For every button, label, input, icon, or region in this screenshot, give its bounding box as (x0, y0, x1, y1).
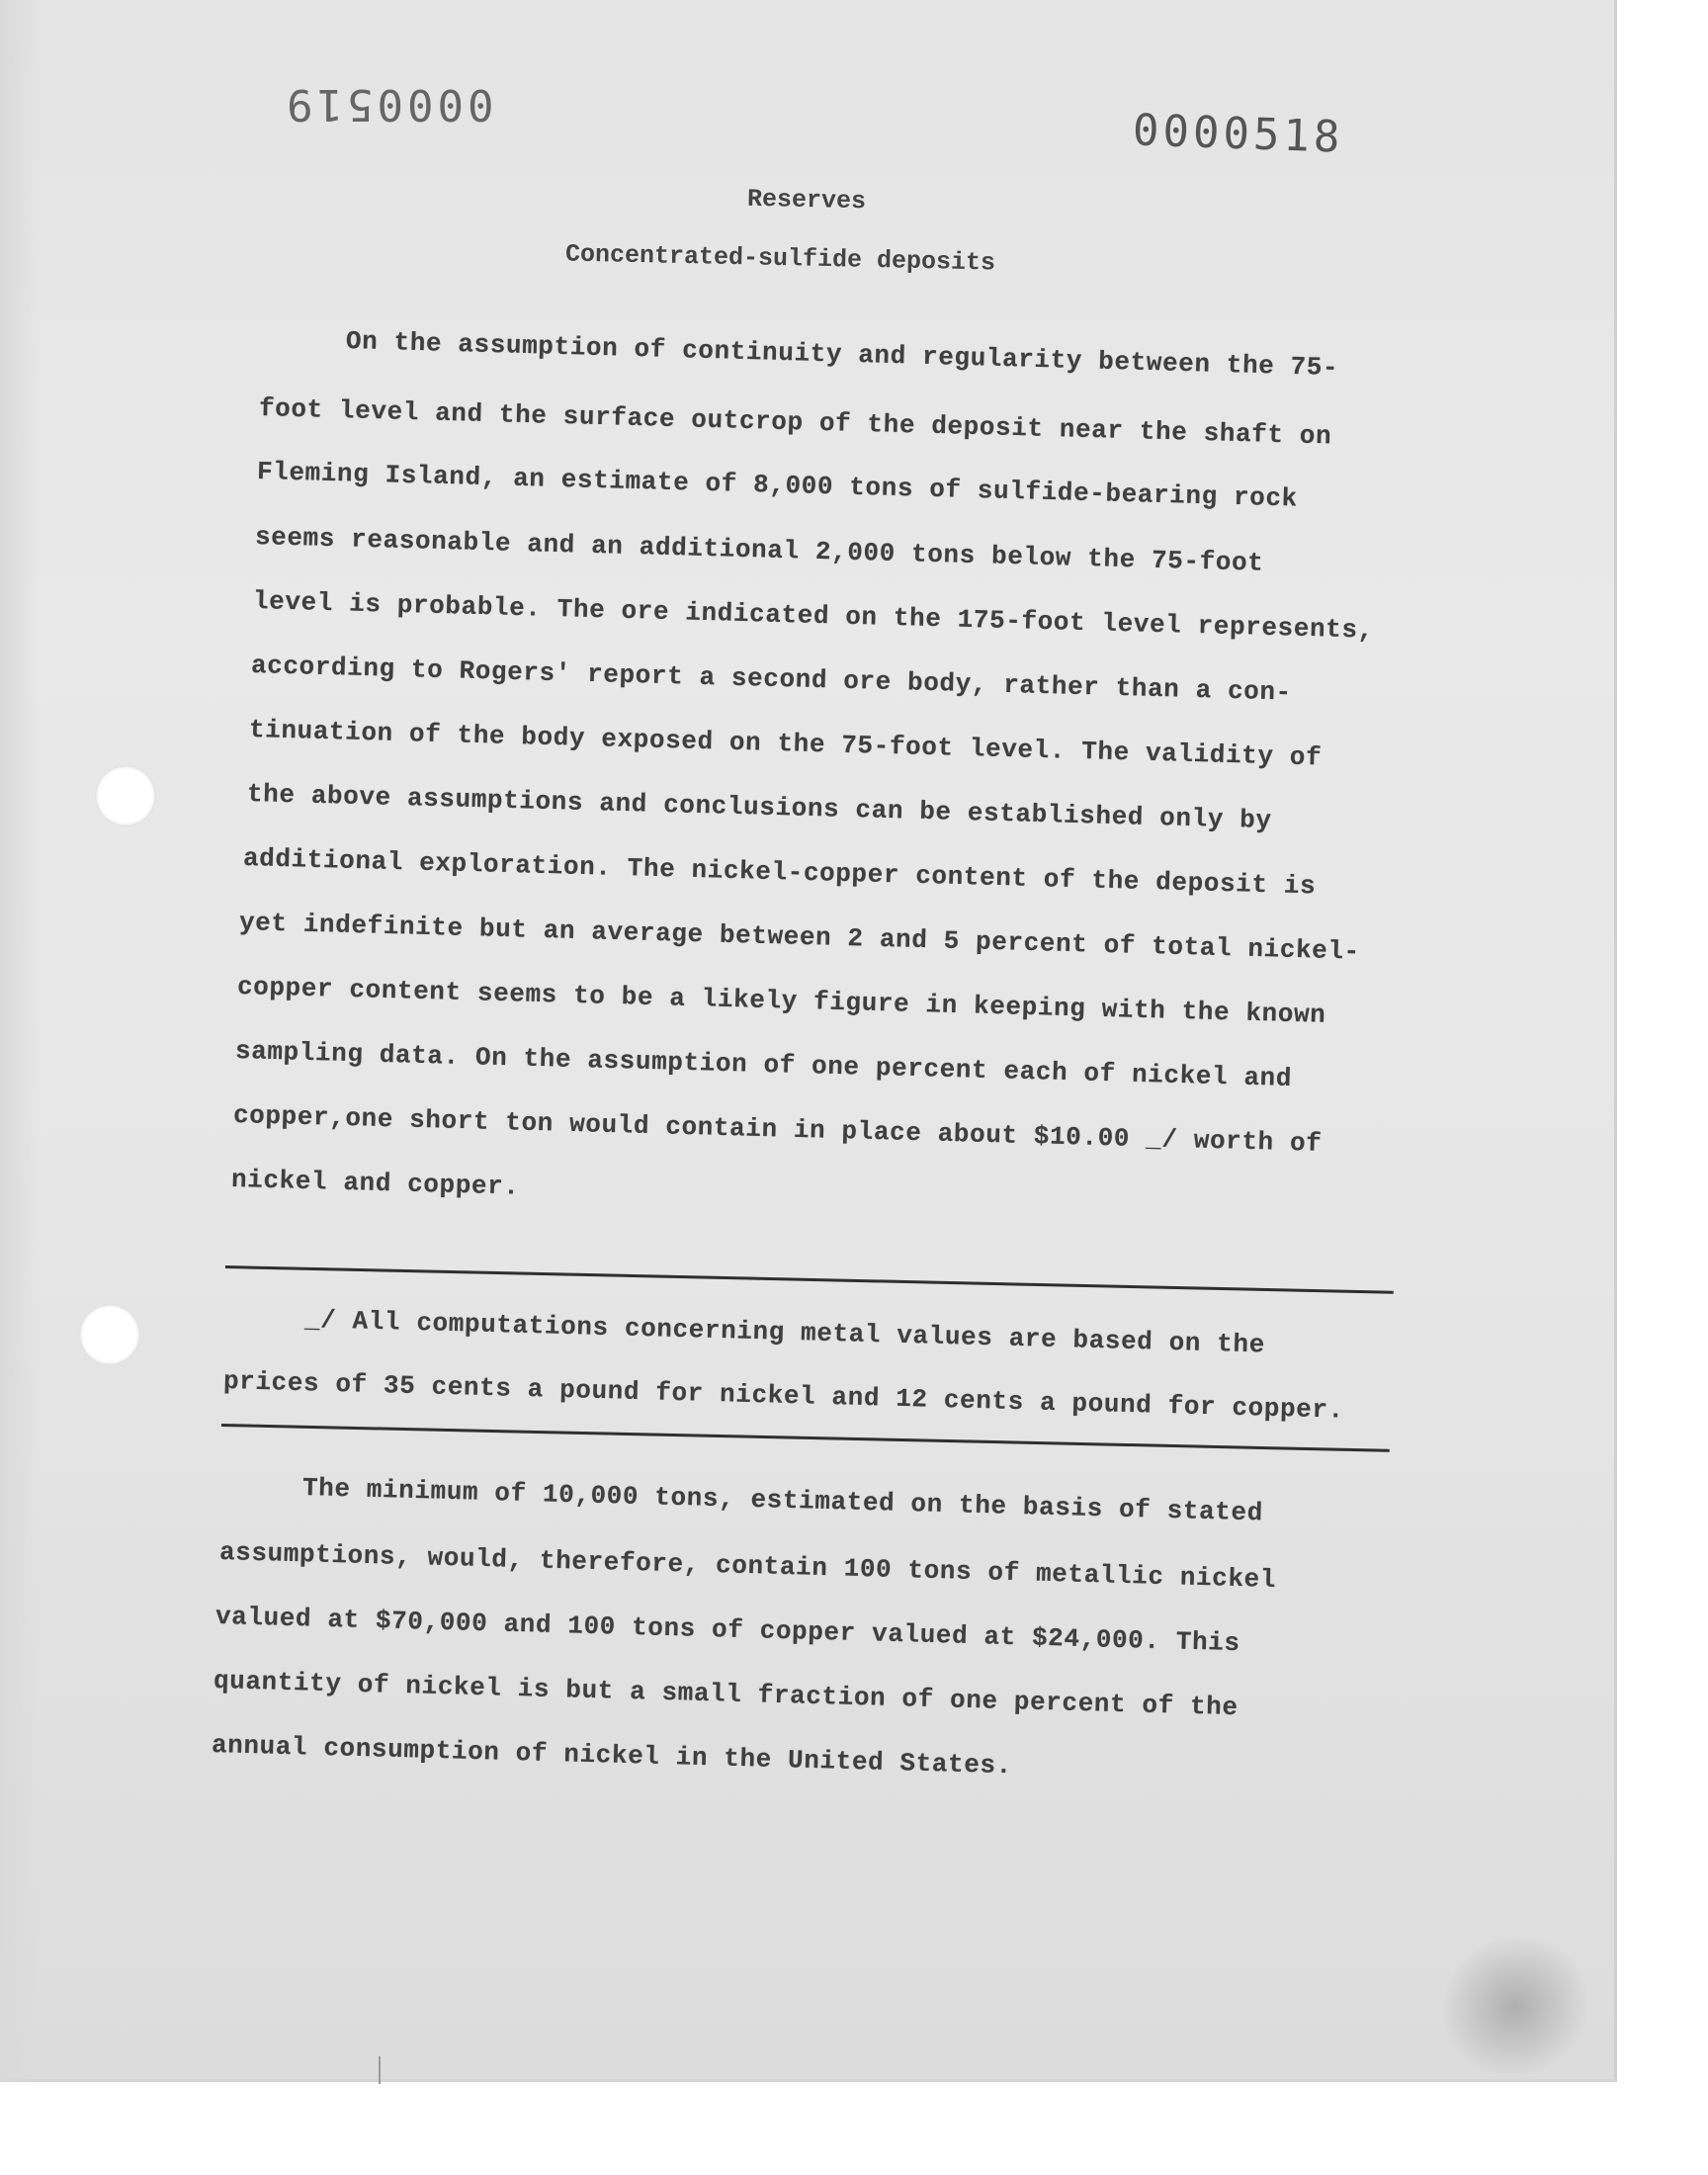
paragraph-1-line: foot level and the surface outcrop of the deposit near the shaft on (258, 393, 1332, 452)
page-number-stamp: 0000518 (1132, 105, 1345, 163)
paragraph-1-line: seems reasonable and an additional 2,000 tons below the 75-foot (254, 522, 1264, 578)
paragraph-1-line: On the assumption of continuity and regularity between the 75- (345, 326, 1339, 384)
punch-hole (79, 1304, 140, 1365)
paragraph-1-line: additional exploration. The nickel-copper content of the deposit is (242, 843, 1317, 902)
scan-mark (379, 2056, 381, 2084)
paragraph-2-line: valued at $70,000 and 100 tons of copper valued at $24,000. This (214, 1602, 1241, 1659)
paragraph-1-line: yet indefinite but an average between 2 and 5 percent of total nickel- (238, 908, 1361, 967)
footnote-rule-bottom (221, 1424, 1390, 1452)
footnote-line: _/ All computations concerning metal values are based on the (303, 1305, 1266, 1360)
footnote-rule-top (225, 1265, 1394, 1294)
paragraph-1-line: sampling data. On the assumption of one percent each of nickel and (234, 1036, 1293, 1093)
paragraph-1-line: tinuation of the body exposed on the 75-foot level. The validity of (248, 715, 1323, 773)
paragraph-1-line: level is probable. The ore indicated on the 175-foot level represents, (252, 586, 1375, 646)
page-number-stamp-inverted: 0000519 (283, 79, 494, 130)
paragraph-1-line: Fleming Island, an estimate of 8,000 tons of sulfide-bearing rock (256, 457, 1299, 514)
paragraph-2-line: assumptions, would, therefore, contain 100 tons of metallic nickel (218, 1537, 1277, 1595)
section-title: Reserves (746, 184, 867, 217)
paragraph-2-line: quantity of nickel is but a small fraction of one percent of the (213, 1666, 1239, 1723)
paragraph-1-line: according to Rogers' report a second ore body, rather than a con- (250, 651, 1293, 708)
thumb-smudge (1418, 1913, 1611, 2101)
page-edge-shadow (0, 0, 40, 2082)
paragraph-1-line: copper,one short ton would contain in place about $10.00 _/ worth of (232, 1100, 1323, 1159)
paragraph-1-line: the above assumptions and conclusions can be established only by (246, 779, 1273, 836)
section-subtitle: Concentrated-sulfide deposits (564, 239, 996, 278)
paragraph-1-line: copper content seems to be a likely figure in keeping with the known (236, 972, 1326, 1030)
footnote-line: prices of 35 cents a pound for nickel and 12 cents a pound for copper. (222, 1366, 1345, 1426)
paragraph-1-line: nickel and copper. (230, 1165, 520, 1202)
paragraph-2-line: The minimum of 10,000 tons, estimated on the basis of stated (301, 1473, 1264, 1528)
paragraph-2-line: annual consumption of nickel in the United States. (211, 1730, 1013, 1782)
punch-hole (95, 765, 156, 826)
